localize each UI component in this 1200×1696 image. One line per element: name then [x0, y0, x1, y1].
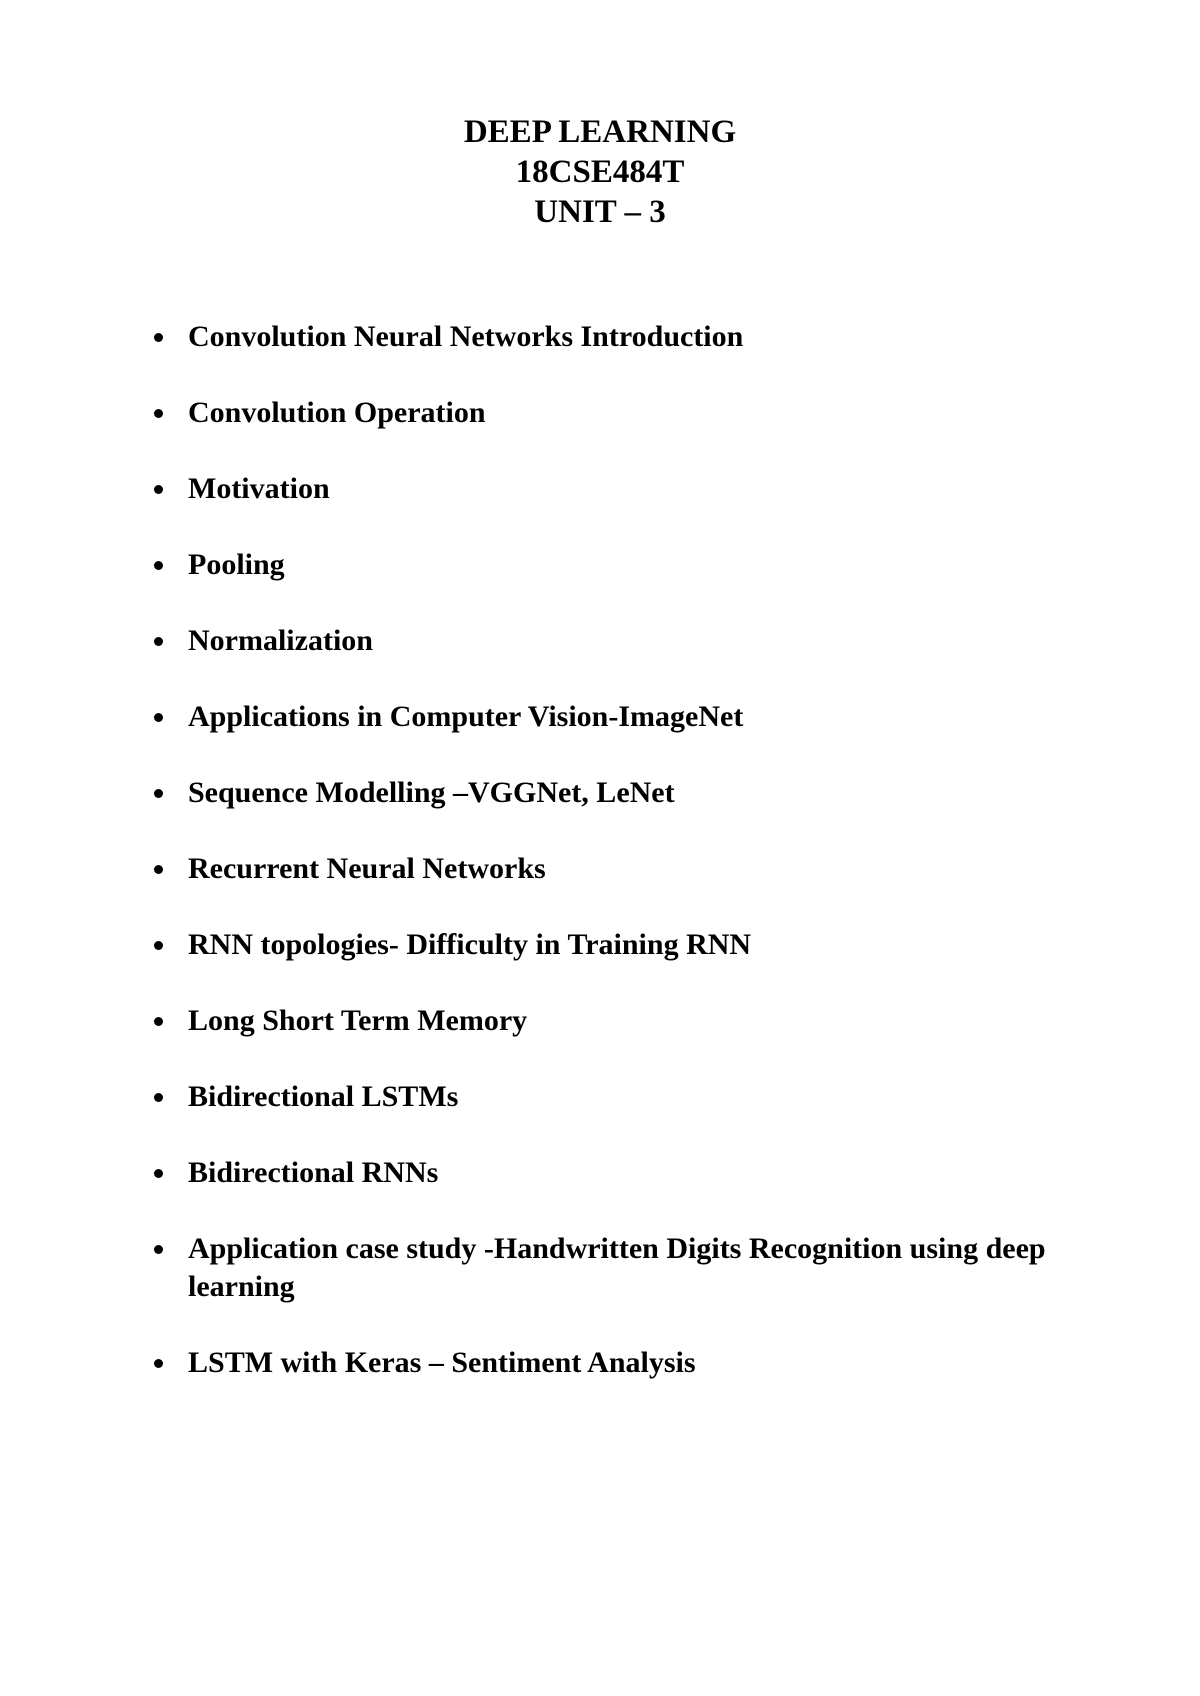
topic-item: [150, 926, 1050, 964]
bullet-icon: [154, 637, 163, 646]
bullet-icon: [154, 713, 163, 722]
topic-item: [150, 622, 1050, 660]
course-code: 18CSE484T: [515, 154, 685, 190]
bullet-icon: [154, 409, 163, 418]
topic-label: Normalization: [188, 624, 373, 657]
bullet-icon: [154, 789, 163, 798]
topic-label: Bidirectional LSTMs: [188, 1080, 459, 1113]
topic-item: [150, 318, 1050, 356]
unit-number: UNIT – 3: [534, 194, 666, 230]
topic-label: Bidirectional RNNs: [188, 1156, 439, 1189]
bullet-icon: [154, 561, 163, 570]
topic-item: [150, 1230, 1050, 1306]
bullet-icon: [154, 333, 163, 342]
topic-item: [150, 850, 1050, 888]
topic-label: Sequence Modelling –VGGNet, LeNet: [188, 776, 675, 809]
topic-list: [150, 318, 1050, 1420]
document-title: DEEP LEARNING: [463, 114, 737, 150]
bullet-icon: [154, 1169, 163, 1178]
topic-label: Recurrent Neural Networks: [188, 852, 546, 885]
topic-label: Convolution Neural Networks Introduction: [188, 320, 744, 353]
topic-item: [150, 774, 1050, 812]
bullet-icon: [154, 941, 163, 950]
bullet-icon: [154, 865, 163, 874]
topic-item: [150, 470, 1050, 508]
bullet-icon: [154, 1359, 163, 1368]
topic-item: [150, 1344, 1050, 1382]
topic-item: [150, 1078, 1050, 1116]
topic-item: [150, 698, 1050, 736]
topic-label: RNN topologies- Difficulty in Training RNN: [188, 928, 752, 961]
bullet-icon: [154, 1093, 163, 1102]
document-header: [0, 112, 1200, 232]
topic-label: Pooling: [188, 548, 285, 581]
topic-label: LSTM with Keras – Sentiment Analysis: [188, 1346, 696, 1379]
bullet-icon: [154, 1245, 163, 1254]
topic-label: Applications in Computer Vision-ImageNet: [188, 700, 744, 733]
topic-label: Long Short Term Memory: [188, 1004, 528, 1037]
bullet-icon: [154, 485, 163, 494]
topic-label: Application case study -Handwritten Digits Recognition using deep learning: [188, 1232, 1046, 1303]
topic-label: Motivation: [188, 472, 330, 505]
topic-item: [150, 394, 1050, 432]
topic-item: [150, 546, 1050, 584]
topic-label: Convolution Operation: [188, 396, 486, 429]
topic-item: [150, 1154, 1050, 1192]
topic-item: [150, 1002, 1050, 1040]
bullet-icon: [154, 1017, 163, 1026]
